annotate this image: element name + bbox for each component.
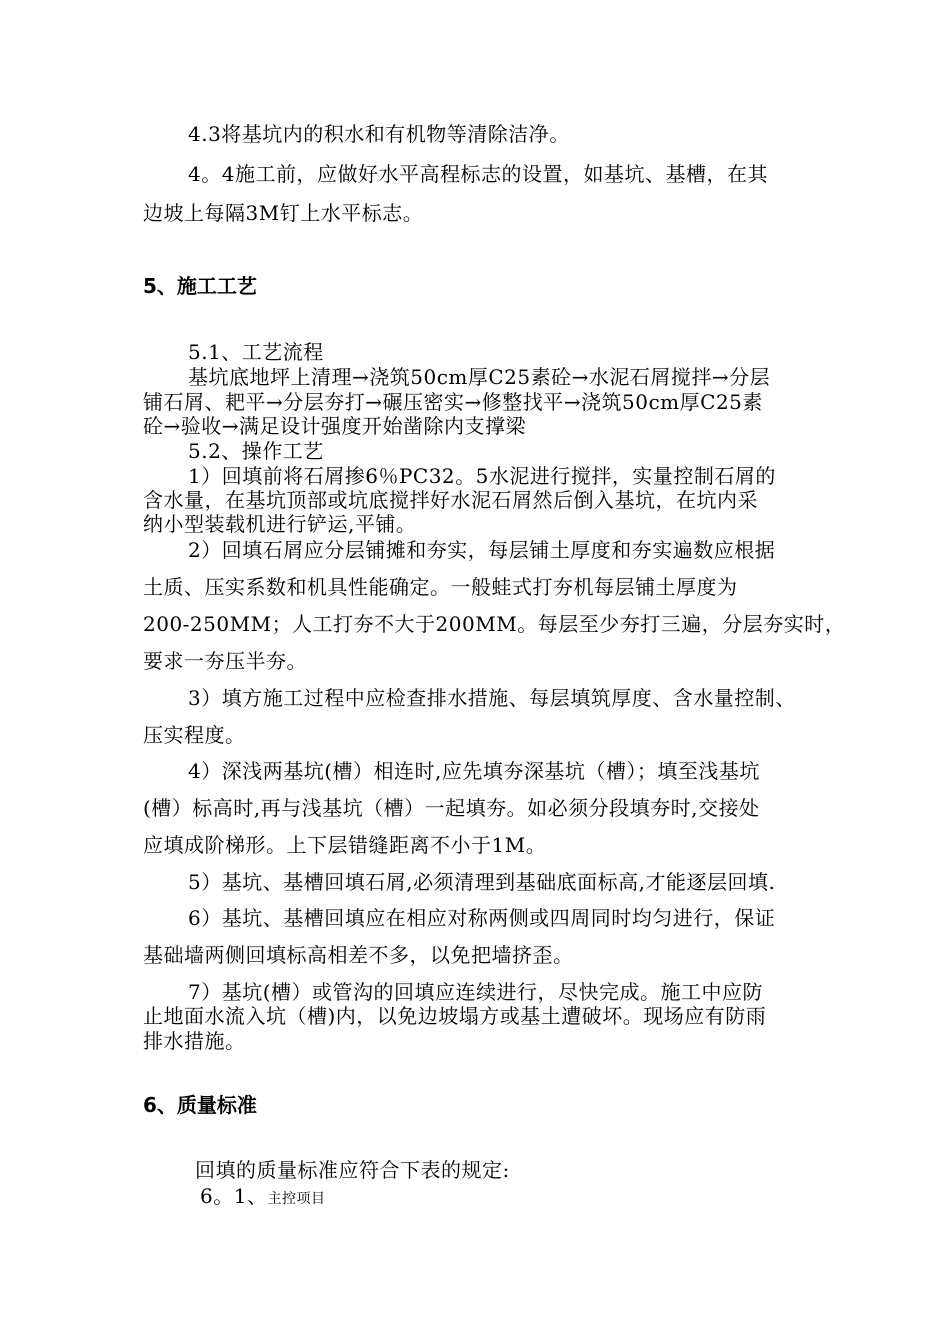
section-6-heading: 6、质量标准: [143, 1093, 257, 1117]
item-3-line-2: 压实程度。: [143, 723, 246, 747]
item-4-line-3: 应填成阶梯形。上下层错缝距离不小于1M。: [143, 833, 547, 857]
item-7-line-3: 排水措施。: [143, 1029, 246, 1053]
subsection-5-1-title: 5.1、工艺流程: [188, 340, 324, 364]
section-6-intro: 回填的质量标准应符合下表的规定:: [195, 1158, 510, 1182]
subsection-5-2-title: 5.2、操作工艺: [188, 439, 324, 463]
subsection-6-1-label: 主控项目: [267, 1191, 326, 1207]
subsection-6-1-number: 6。1、: [200, 1184, 268, 1208]
paragraph-4-4-line-1: 4。4施工前，应做好水平高程标志的设置，如基坑、基槽，在其: [188, 162, 768, 186]
item-1-line-2: 含水量，在基坑顶部或坑底搅拌好水泥石屑然后倒入基坑，在坑内采: [143, 488, 758, 512]
process-flow-line-2: 铺石屑、耙平→分层夯打→碾压密实→修整找平→浇筑50cm厚C25素: [143, 390, 763, 414]
section-5-heading: 5、施工工艺: [143, 274, 257, 298]
item-6-line-2: 基础墙两侧回填标高相差不多，以免把墙挤歪。: [143, 943, 574, 967]
paragraph-4-4-line-2: 边坡上每隔3M钉上水平标志。: [143, 201, 424, 225]
process-flow-line-1: 基坑底地坪上清理→浇筑50cm厚C25素砼→水泥石屑搅拌→分层: [188, 365, 771, 389]
item-7-line-2: 止地面水流入坑（槽)内，以免边坡塌方或基土遭破坏。现场应有防雨: [143, 1004, 767, 1028]
item-4-line-2: (槽）标高时,再与浅基坑（槽）一起填夯。如必须分段填夯时,交接处: [143, 796, 760, 820]
item-2-line-1: 2）回填石屑应分层铺摊和夯实，每层铺土厚度和夯实遍数应根据: [188, 538, 776, 562]
item-1-line-3: 纳小型装载机进行铲运,平铺。: [143, 512, 417, 536]
item-2-line-2: 土质、压实系数和机具性能确定。一般蛙式打夯机每层铺土厚度为: [143, 575, 738, 599]
process-flow-line-3: 砼→验收→满足设计强度开始凿除内支撑梁: [143, 414, 527, 438]
item-6-line-1: 6）基坑、基槽回填应在相应对称两侧或四周同时均匀进行，保证: [188, 906, 776, 930]
item-5: 5）基坑、基槽回填石屑,必须清理到基础底面标高,才能逐层回填.: [188, 870, 776, 894]
subsection-6-1-title: [200, 1184, 325, 1211]
paragraph-4-3: 4.3将基坑内的积水和有机物等清除洁净。: [188, 122, 570, 146]
item-2-line-4: 要求一夯压半夯。: [143, 649, 307, 673]
item-2-line-3: 200-250MM；人工打夯不大于200MM。每层至少夯打三遍，分层夯实时，: [143, 612, 846, 636]
item-3-line-1: 3）填方施工过程中应检查排水措施、每层填筑厚度、含水量控制、: [188, 686, 796, 710]
item-1-line-1: 1）回填前将石屑掺6％PC32。5水泥进行搅拌，实量控制石屑的: [188, 464, 776, 488]
item-7-line-1: 7）基坑(槽）或管沟的回填应连续进行，尽快完成。施工中应防: [188, 980, 764, 1004]
item-4-line-1: 4）深浅两基坑(槽）相连时,应先填夯深基坑（槽）；填至浅基坑: [188, 759, 760, 783]
